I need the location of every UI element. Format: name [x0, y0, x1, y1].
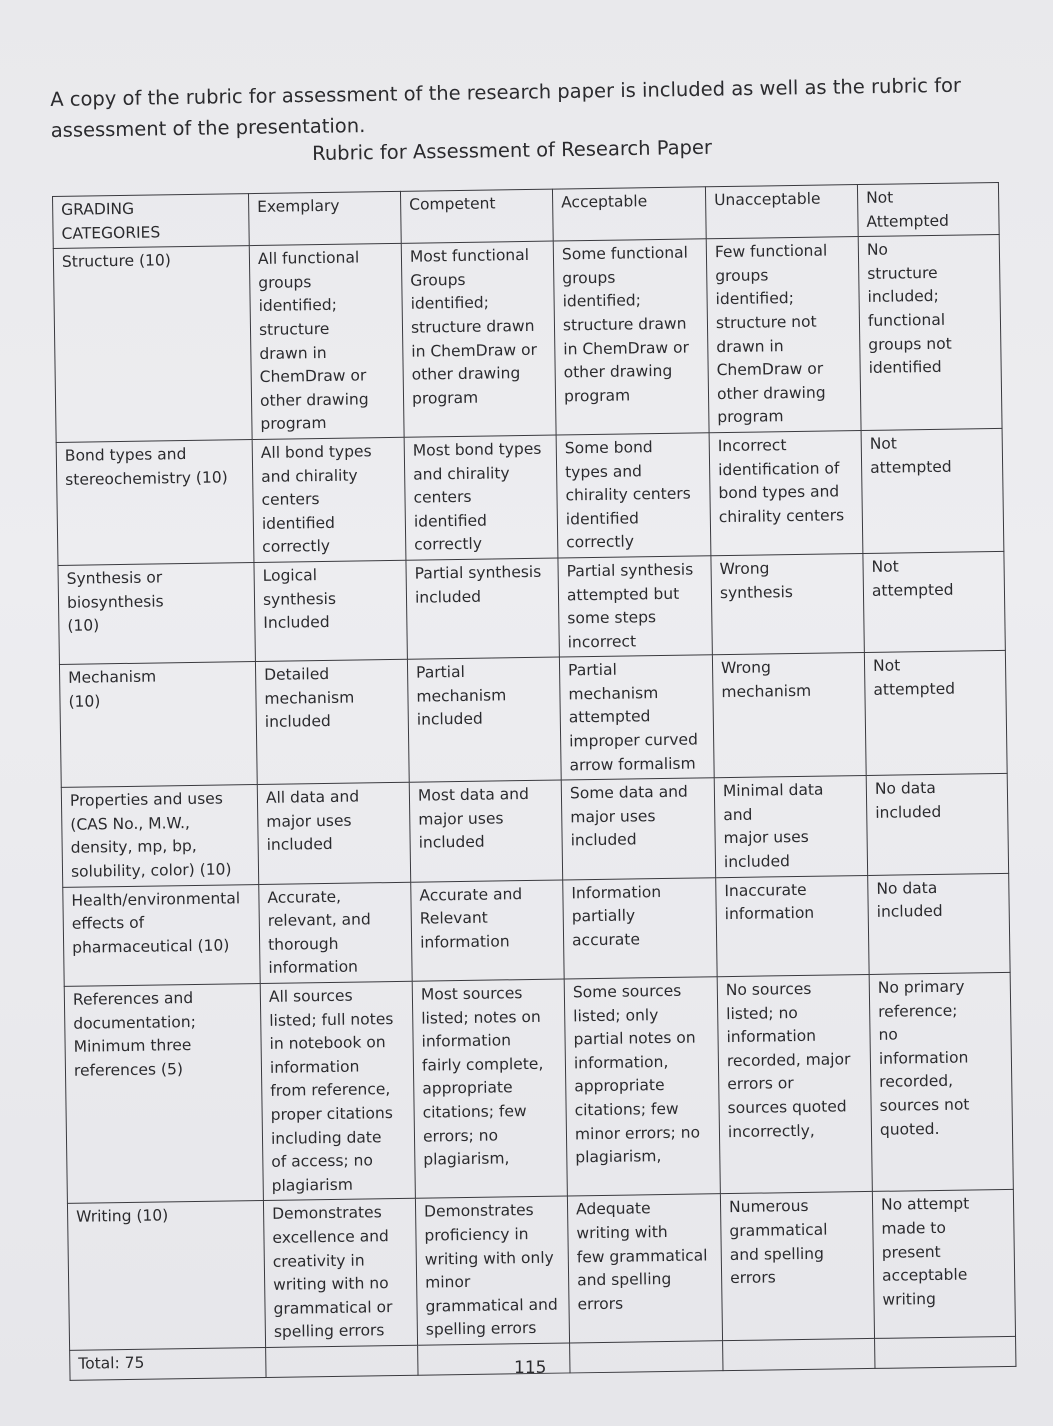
cell-text-line: Health/environmental [71, 888, 241, 910]
cell-text-line: in ChemDraw or [411, 340, 538, 361]
cell-text-line: Bond types and [64, 444, 187, 465]
cell-not-attempted [858, 235, 1002, 431]
cell-text-line: groups [258, 272, 312, 292]
cell-competent [412, 979, 567, 1199]
cell-not-attempted [868, 873, 1010, 974]
cell-text-line: major uses [570, 806, 656, 827]
cell-text-line: identification of [717, 458, 840, 479]
cell-text-line: No attempt [880, 1194, 970, 1215]
cell-text-line: No primary [877, 977, 965, 997]
cell-text-line: attempted [871, 580, 954, 600]
cell-text-line: Logical [262, 566, 318, 585]
cell-text-line: All bond types [260, 442, 372, 462]
cell-text-line: errors or [727, 1074, 794, 1094]
cell-text-line: identified; [715, 289, 794, 309]
cell-text-line: Included [263, 613, 330, 633]
cell-text-line: Most sources [420, 984, 523, 1004]
cell-competent [411, 880, 564, 982]
cell-text-line: attempted [568, 707, 651, 727]
cell-text-line: Few functional [714, 241, 828, 262]
cell-text-line: minor errors; no [574, 1123, 701, 1143]
cell-acceptable [567, 1194, 722, 1343]
cell-not-attempted [875, 1336, 1016, 1368]
cell-text-line: and chirality [413, 463, 510, 484]
cell-text-line: groups [562, 268, 616, 288]
cell-text-line: Structure (10) [61, 251, 171, 272]
cell-text-line: Partial [567, 660, 617, 680]
cell-text-line: Attempted [866, 211, 950, 231]
cell-exemplary [259, 882, 412, 984]
cell-not-attempted [864, 651, 1007, 776]
cell-text-line: plagiarism, [423, 1149, 510, 1169]
cell-text-line: Not [871, 557, 899, 576]
cell-acceptable [553, 239, 709, 435]
cell-text-line: citations; few [422, 1102, 527, 1122]
cell-text-line: spelling errors [425, 1319, 537, 1339]
cell-text-line: few grammatical [576, 1245, 708, 1266]
cell-text-line: grammatical or [273, 1297, 393, 1318]
rubric-table [52, 182, 1016, 1381]
cell-text-line: attempted but [566, 584, 680, 604]
cell-text-line: identified [565, 509, 640, 529]
cell-text-line: program [717, 407, 784, 427]
cell-text-line: included [416, 710, 483, 730]
cell-unacceptable [714, 776, 867, 878]
cell-category [63, 884, 260, 986]
cell-exemplary [266, 1345, 418, 1377]
cell-acceptable [558, 556, 712, 658]
cell-text-line: Some bond [564, 438, 653, 458]
cell-exemplary [255, 660, 409, 785]
cell-text-line: Inaccurate [724, 880, 807, 900]
cell-text-line: Demonstrates [271, 1203, 382, 1224]
cell-text-line: documentation; [73, 1012, 197, 1033]
cell-text-line: information [269, 1057, 360, 1077]
cell-text-line: included [723, 852, 791, 872]
cell-text-line: partially [571, 906, 636, 926]
cell-not-attempted [872, 1190, 1015, 1339]
cell-text-line: No sources [725, 979, 812, 1000]
cell-text-line: correctly [262, 537, 331, 557]
cell-text-line: Numerous [728, 1197, 809, 1217]
intro-paragraph [50, 70, 962, 146]
cell-text-line: listed; notes on [421, 1007, 541, 1028]
cell-text-line: listed; no [726, 1003, 798, 1023]
cell-text-line: program [260, 414, 327, 434]
cell-text-line: No [866, 240, 889, 260]
cell-text-line: thorough [267, 934, 339, 954]
cell-category [53, 246, 252, 443]
cell-text-line: Most functional [409, 246, 530, 266]
header-cell-acceptable [552, 187, 706, 241]
cell-text-line: excellence and [272, 1227, 389, 1247]
cell-text-line: acceptable [881, 1265, 968, 1285]
cell-text-line: effects of [71, 913, 145, 934]
cell-text-line: and [723, 805, 753, 824]
cell-text-line: ChemDraw or [259, 366, 367, 387]
cell-text-line: density, mp, bp, [70, 837, 197, 858]
cell-text-line: other drawing [259, 390, 369, 410]
cell-text-line: major uses [723, 828, 809, 848]
cell-text-line: Incorrect [717, 436, 787, 456]
cell-text-line: relevant, and [267, 910, 371, 931]
cell-text-line: Some data and [569, 782, 688, 803]
header-cell-exemplary [248, 191, 401, 245]
cell-text-line: and chirality [261, 466, 358, 486]
cell-text-line: included [414, 587, 482, 607]
cell-text-line: (10) [68, 692, 101, 711]
cell-text-line: structure drawn [562, 314, 687, 335]
cell-text-line: made to [881, 1218, 947, 1238]
cell-text-line: fairly complete, [421, 1054, 544, 1075]
cell-text-line: attempted [869, 457, 952, 477]
cell-text-line: Relevant [419, 908, 488, 928]
cell-text-line: information [268, 957, 359, 978]
cell-text-line: citations; few [574, 1099, 679, 1120]
cell-text-line: References and [72, 988, 194, 1009]
cell-text-line: drawn in [259, 343, 327, 363]
cell-text-line: Not [872, 656, 901, 676]
cell-text-line: Mechanism [68, 667, 157, 688]
table-row [63, 873, 1010, 986]
cell-text-line: arrow formalism [569, 754, 696, 775]
cell-text-line: program [411, 388, 479, 408]
cell-text-line: Synthesis or [66, 568, 163, 588]
cell-text-line: Not [869, 434, 898, 453]
cell-text-line: major uses [418, 809, 504, 829]
cell-text-line: information [419, 932, 510, 952]
cell-text-line: attempted [873, 679, 956, 699]
cell-category [56, 439, 254, 565]
cell-text-line: Writing (10) [76, 1206, 169, 1227]
cell-unacceptable [711, 553, 864, 655]
cell-text-line: identified [261, 513, 336, 533]
page-number: 115 [514, 1358, 547, 1378]
cell-text-line: Some sources [572, 981, 682, 1002]
cell-text-line: included [875, 802, 942, 822]
cell-exemplary [249, 244, 404, 440]
table-row [53, 235, 1002, 443]
cell-text-line: structure [867, 263, 938, 283]
cell-text-line: program [563, 386, 631, 406]
cell-text-line: quoted. [879, 1119, 940, 1139]
cell-text-line: Partial synthesis [566, 560, 694, 581]
cell-text-line: mechanism [568, 683, 659, 704]
cell-text-line: stereochemistry (10) [65, 467, 228, 489]
cell-text-line: listed; full notes [269, 1009, 394, 1030]
cell-text-line: grammatical [729, 1220, 828, 1241]
cell-exemplary [257, 783, 410, 885]
cell-text-line: information [726, 1026, 817, 1047]
cell-text-line: drawn in [716, 336, 784, 356]
cell-text-line: Most bond types [412, 439, 542, 460]
cell-text-line: no [878, 1025, 898, 1045]
cell-text-line: including date [270, 1127, 382, 1148]
cell-text-line: Accurate, [267, 887, 342, 907]
cell-text-line: partial notes on [573, 1028, 696, 1049]
cell-competent [409, 780, 562, 882]
intro-line-1: A copy of the rubric for assessment of the research paper is included as well as the rubric for [50, 73, 962, 111]
cell-unacceptable [723, 1338, 875, 1370]
cell-category [59, 662, 257, 788]
cell-text-line: chirality centers [718, 506, 845, 526]
cell-text-line: other drawing [563, 361, 673, 382]
cell-text-line: Wrong [720, 658, 772, 678]
cell-text-line: Accurate and [419, 884, 523, 905]
cell-text-line: Wrong [719, 559, 770, 579]
cell-text-line: No data [874, 779, 936, 799]
cell-text-line: writing with no [273, 1274, 389, 1294]
cell-text-line: All sources [268, 986, 353, 1006]
cell-text-line: bond types and [718, 482, 840, 503]
cell-competent [404, 435, 558, 560]
cell-text-line: writing [882, 1289, 936, 1309]
cell-text-line: incorrectly, [727, 1121, 815, 1141]
cell-text-line: chirality centers [565, 484, 691, 505]
cell-unacceptable [706, 237, 861, 433]
table-row [64, 972, 1013, 1203]
cell-text-line: CATEGORIES [61, 222, 161, 243]
cell-text-line: included; [867, 287, 939, 307]
cell-competent [415, 1196, 569, 1345]
cell-text-line: information [421, 1031, 512, 1051]
cell-text-line: improper curved [569, 730, 698, 751]
cell-text-line: biosynthesis [66, 591, 164, 612]
rubric-title: Rubric for Assessment of Research Paper [312, 135, 713, 165]
cell-text-line: pharmaceutical (10) [72, 936, 230, 957]
cell-text-line: included [570, 830, 637, 850]
cell-text-line: identified [413, 511, 488, 531]
cell-text-line: proficiency in [424, 1224, 529, 1245]
cell-acceptable [563, 877, 717, 979]
intro-line-2: assessment of the presentation. [50, 114, 366, 142]
cell-text-line: writing with [576, 1222, 668, 1243]
cell-category [67, 1201, 265, 1350]
cell-text-line: information [878, 1048, 969, 1068]
cell-text-line: plagiarism [271, 1175, 353, 1195]
cell-unacceptable [717, 974, 872, 1194]
cell-text-line: from reference, [270, 1080, 391, 1101]
cell-text-line: All data and [265, 787, 360, 808]
cell-text-line: recorded, major [726, 1050, 851, 1070]
cell-text-line: included [264, 712, 331, 732]
cell-text-line: major uses [266, 811, 352, 831]
cell-text-line: Properties and uses [69, 789, 223, 811]
cell-text-line: other drawing [411, 364, 521, 384]
cell-not-attempted [861, 428, 1004, 553]
cell-unacceptable [720, 1192, 874, 1341]
cell-text-line: types and [565, 461, 643, 481]
cell-text-line: structure drawn [410, 316, 535, 337]
cell-text-line: Competent [409, 194, 496, 214]
cell-text-line: identified; [562, 291, 642, 311]
cell-category [64, 983, 263, 1203]
header-cell-not-attempted [857, 182, 999, 236]
cell-text-line: Adequate [575, 1199, 651, 1219]
cell-text-line: synthesis [262, 589, 337, 609]
table-row [67, 1190, 1015, 1351]
cell-text-line: proper citations [270, 1104, 393, 1124]
header-cell-unacceptable [705, 185, 858, 239]
cell-not-attempted [863, 551, 1005, 652]
cell-text-line: in ChemDraw or [563, 338, 690, 358]
rubric-table-container [52, 182, 1016, 1381]
cell-text-line: Minimum three [73, 1036, 192, 1056]
cell-category [70, 1347, 266, 1380]
cell-text-line: Some functional [561, 243, 689, 264]
cell-text-line: plagiarism, [575, 1147, 662, 1167]
cell-text-line: Most data and [417, 785, 529, 805]
cell-text-line: ChemDraw or [716, 359, 824, 380]
cell-text-line: creativity in [272, 1251, 365, 1271]
cell-text-line: identified; [410, 293, 490, 314]
cell-text-line: groups not [868, 334, 952, 354]
cell-text-line: minor [425, 1273, 471, 1292]
cell-text-line: synthesis [719, 582, 794, 602]
cell-text-line: spelling errors [273, 1321, 385, 1342]
cell-text-line: solubility, color) (10) [70, 860, 232, 881]
cell-text-line: GRADING [61, 199, 135, 219]
cell-text-line: other drawing [716, 383, 826, 403]
cell-text-line: references (5) [73, 1059, 184, 1080]
cell-text-line: mechanism [721, 681, 812, 701]
cell-acceptable [559, 655, 714, 780]
table-row [61, 774, 1008, 887]
cell-text-line: Minimal data [722, 780, 824, 801]
cell-text-line: All functional [257, 248, 360, 269]
cell-text-line: Detailed [263, 665, 330, 685]
cell-text-line: reference; [878, 1001, 958, 1021]
cell-text-line: recorded, [879, 1072, 954, 1092]
cell-acceptable [556, 433, 711, 558]
cell-text-line: groups [715, 266, 769, 285]
cell-text-line: centers [261, 490, 320, 510]
cell-not-attempted [866, 774, 1008, 875]
cell-text-line: centers [413, 487, 472, 507]
cell-text-line: writing with only [424, 1248, 554, 1269]
cell-text-line: information, [573, 1052, 669, 1073]
cell-category [58, 562, 255, 664]
cell-acceptable [564, 977, 720, 1197]
cell-text-line: errors [577, 1294, 624, 1314]
cell-competent [407, 657, 561, 782]
cell-exemplary [252, 437, 406, 562]
cell-text-line: sources quoted [727, 1097, 847, 1118]
cell-text-line: errors [729, 1268, 776, 1288]
cell-text-line: identified [868, 357, 942, 378]
cell-text-line: structure not [715, 312, 817, 333]
cell-text-line: sources not [879, 1095, 970, 1115]
cell-text-line: errors; no [422, 1126, 499, 1146]
cell-text-line: structure [258, 319, 330, 339]
table-row [56, 428, 1004, 565]
cell-exemplary [254, 560, 407, 662]
cell-text-line: Demonstrates [423, 1201, 534, 1221]
cell-text-line: listed; only [573, 1005, 659, 1025]
cell-competent [406, 558, 559, 660]
cell-text-line: Information [571, 882, 662, 902]
cell-text-line: correctly [566, 532, 635, 552]
cell-text-line: mechanism [416, 686, 507, 706]
cell-text-line: and spelling [729, 1244, 825, 1264]
cell-text-line: Partial synthesis [414, 562, 542, 583]
cell-competent [401, 241, 556, 437]
header-cell-category [53, 194, 250, 249]
cell-text-line: and spelling [577, 1270, 672, 1290]
cell-text-line: identified; [258, 296, 338, 316]
cell-text-line: some steps [567, 608, 657, 628]
cell-unacceptable [712, 653, 866, 778]
cell-text-line: included [418, 833, 485, 853]
cell-text-line: Unacceptable [714, 189, 821, 210]
cell-text-line: Total: 75 [78, 1353, 145, 1373]
cell-competent [418, 1343, 570, 1375]
cell-text-line: grammatical and [425, 1295, 558, 1316]
cell-unacceptable [709, 430, 863, 555]
cell-category [61, 785, 258, 887]
cell-text-line: accurate [571, 930, 641, 950]
cell-text-line: information [724, 903, 815, 924]
cell-text-line: included [876, 902, 943, 922]
cell-text-line: correctly [414, 534, 483, 554]
cell-text-line: Not [865, 188, 894, 207]
cell-text-line: of access; no [271, 1151, 374, 1172]
cell-text-line: incorrect [567, 632, 637, 652]
cell-text-line: in notebook on [269, 1033, 386, 1054]
cell-not-attempted [869, 972, 1013, 1191]
cell-text-line: No data [876, 878, 938, 898]
cell-text-line: appropriate [574, 1076, 665, 1096]
cell-text-line: Partial [415, 663, 465, 682]
cell-text-line: (10) [67, 616, 100, 635]
cell-text-line: appropriate [422, 1078, 513, 1098]
cell-text-line: included [266, 835, 333, 855]
cell-acceptable [561, 778, 715, 880]
cell-unacceptable [716, 875, 869, 977]
cell-text-line: (CAS No., M.W., [70, 813, 190, 834]
cell-exemplary [263, 1199, 417, 1348]
table-row [59, 651, 1007, 788]
cell-text-line: present [881, 1242, 941, 1262]
cell-acceptable [570, 1341, 723, 1373]
table-row [58, 551, 1005, 664]
cell-text-line: Acceptable [561, 192, 648, 212]
header-cell-competent [400, 189, 553, 243]
cell-text-line: Exemplary [257, 196, 340, 216]
cell-exemplary [260, 981, 415, 1201]
cell-text-line: Groups [410, 270, 466, 290]
cell-text-line: functional [867, 310, 946, 330]
cell-text-line: mechanism [264, 688, 355, 708]
